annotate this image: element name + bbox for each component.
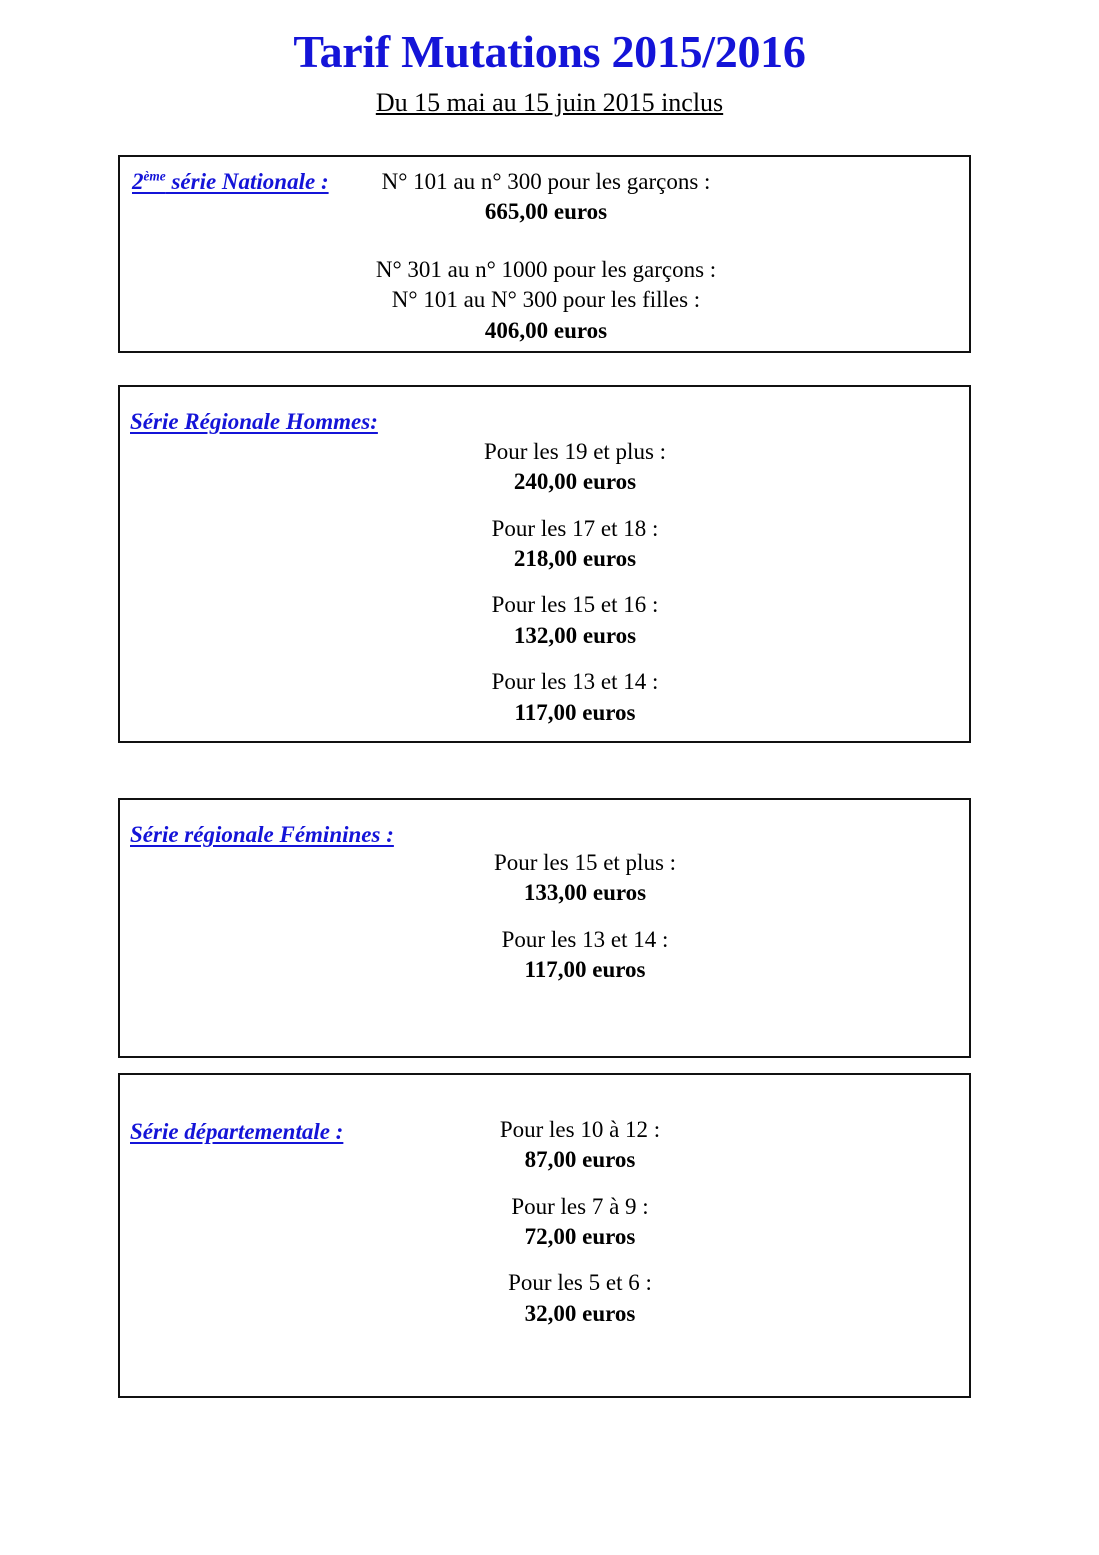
price-amount: 665,00 euros [484, 199, 608, 225]
heading-superscript: ème [143, 168, 166, 184]
price-group [335, 925, 835, 986]
section-heading-departementale: Série départementale : [130, 1119, 344, 1144]
price-label: Pour les 7 à 9 : [511, 1193, 649, 1219]
price-group-list-nationale-b [236, 255, 856, 346]
price-label: Pour les 19 et plus : [483, 439, 667, 464]
price-amount: 117,00 euros [514, 699, 636, 725]
section-box-nationale [118, 155, 971, 353]
price-group [340, 1192, 820, 1253]
price-amount: 32,00 euros [524, 1300, 636, 1326]
price-amount: 72,00 euros [524, 1224, 636, 1250]
price-label: N° 101 au n° 300 pour les garçons : [381, 169, 711, 194]
price-label: Pour les 15 et 16 : [491, 592, 659, 618]
section-heading-regionale-feminines: Série régionale Féminines : [130, 822, 394, 847]
price-label: Pour les 13 et 14 : [491, 669, 659, 695]
price-group [325, 667, 825, 728]
section-box-regionale-feminines [118, 798, 971, 1058]
price-amount: 117,00 euros [524, 957, 646, 983]
heading-prefix: 2 [132, 169, 144, 194]
price-group [236, 255, 856, 346]
price-label: Pour les 13 et 14 : [501, 926, 669, 952]
price-label: Pour les 10 à 12 : [499, 1117, 661, 1142]
price-label: Pour les 5 et 6 : [508, 1270, 652, 1296]
section-heading-nationale [132, 169, 329, 195]
price-group-list-departementale [340, 1115, 820, 1329]
price-amount: 406,00 euros [484, 317, 608, 343]
price-amount: 240,00 euros [513, 469, 637, 495]
price-group [325, 437, 825, 498]
price-group-list-regionale-feminines [335, 848, 835, 985]
section-heading-regionale-hommes: Série Régionale Hommes: [130, 409, 378, 434]
heading-rest: série Nationale : [165, 169, 329, 194]
page-subtitle [0, 88, 1099, 118]
price-group [340, 1268, 820, 1329]
price-amount: 87,00 euros [524, 1147, 636, 1173]
price-group [356, 167, 736, 228]
price-amount: 218,00 euros [513, 546, 637, 572]
price-label: N° 101 au N° 300 pour les filles : [391, 287, 701, 313]
price-label: Pour les 15 et plus : [493, 850, 677, 875]
price-group [335, 848, 835, 909]
section-box-regionale-hommes [118, 385, 971, 743]
price-label: Pour les 17 et 18 : [491, 515, 659, 541]
page-subtitle-text: Du 15 mai au 15 juin 2015 inclus [375, 88, 724, 117]
price-group-list-regionale-hommes [325, 437, 825, 728]
price-amount: 132,00 euros [513, 622, 637, 648]
page-title: Tarif Mutations 2015/2016 [293, 26, 806, 77]
section-box-departementale [118, 1073, 971, 1398]
price-group-list-nationale-a [356, 167, 736, 228]
price-label: N° 301 au n° 1000 pour les garçons : [375, 257, 717, 282]
price-amount: 133,00 euros [523, 880, 647, 906]
price-group [340, 1115, 820, 1176]
price-group [325, 590, 825, 651]
price-group [325, 514, 825, 575]
